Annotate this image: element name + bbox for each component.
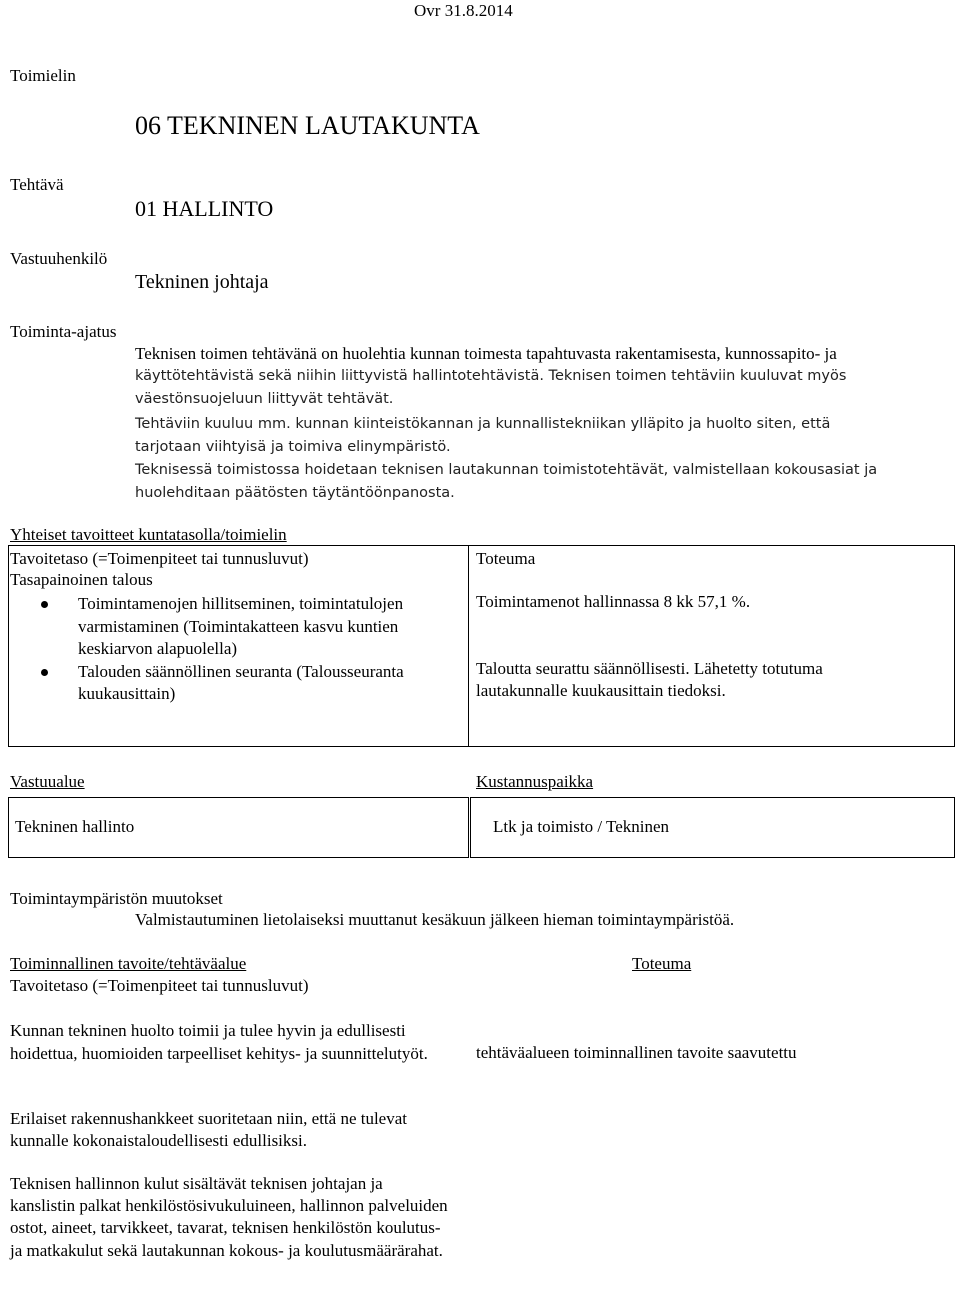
toiminnallinen-heading: Toiminnallinen tavoite/tehtäväalue [10, 954, 247, 973]
vastuuhenkilo-value: Tekninen johtaja [135, 271, 269, 293]
yhteiset-bullet-list [38, 593, 458, 706]
vastuualue-label: Vastuualue [10, 772, 85, 791]
toimielin-label: Toimielin [10, 66, 76, 85]
toiminta-ajatus-line: Teknisen toimen tehtävänä on huolehtia kunnan toimesta tapahtuvasta rakentamisesta, kunnossapito- ja [135, 344, 837, 363]
yhteiset-heading: Yhteiset tavoitteet kuntatasolla/toimielin [10, 525, 287, 544]
tehtava-value: 01 HALLINTO [135, 196, 274, 221]
toiminnallinen-sub: Tavoitetaso (=Toimenpiteet tai tunnusluvut) [10, 976, 309, 995]
toiminta-ajatus-line: Tehtäviin kuuluu mm. kunnan kiinteistökannan ja kunnallistekniikan ylläpito ja huolto siten, että [135, 416, 831, 432]
toiminnallinen-p3: Teknisen hallinnon kulut sisältävät teknisen johtajan ja kanslistin palkat henkilöstösivukuluineen, hallinnon palveluiden ostot, aineet, tarvikkeet, tavarat, teknisen henkilöstön koulutus- ja matkakulut sekä lautakunnan kokous- ja koulutusmäärärahat. [10, 1174, 448, 1260]
toiminnallinen-toteuma-heading: Toteuma [632, 954, 692, 973]
tehtava-label: Tehtävä [10, 175, 64, 194]
toiminnallinen-p2: Erilaiset rakennushankkeet suoritetaan niin, että ne tulevat kunnalle kokonaistaloudellisesti edullisiksi. [10, 1109, 407, 1150]
muutokset-heading: Toimintaympäristön muutokset [10, 889, 223, 908]
yhteiset-divider [468, 545, 469, 746]
vastuuhenkilo-label: Vastuuhenkilö [10, 249, 108, 268]
yhteiset-left-sub: Tasapainoinen talous [10, 570, 153, 589]
bullet-item: Toimintamenojen hillitseminen, toimintatulojen varmistaminen (Toimintakatteen kasvu kuntien keskiarvon alapuolella) [38, 593, 458, 661]
toimielin-value: 06 TEKNINEN LAUTAKUNTA [135, 111, 480, 140]
toiminta-ajatus-line: huolehditaan päätösten täytäntöönpanosta. [135, 485, 455, 501]
kustannuspaikka-value: Ltk ja toimisto / Tekninen [493, 817, 670, 836]
yhteiset-right-header: Toteuma [476, 549, 536, 568]
toiminnallinen-toteuma-text: tehtäväalueen toiminnallinen tavoite saavutettu [476, 1043, 797, 1062]
toiminta-ajatus-line: väestönsuojeluun liittyvät tehtävät. [135, 391, 394, 407]
vastuualue-value: Tekninen hallinto [15, 817, 135, 836]
bullet-item: Talouden säännöllinen seuranta (Talousseuranta kuukausittain) [38, 661, 458, 706]
toiminta-ajatus-line: käyttötehtävistä sekä niihin liittyvistä hallintotehtävistä. Teknisen toimen tehtäviin kuuluvat myös [135, 368, 847, 384]
yhteiset-left-header: Tavoitetaso (=Toimenpiteet tai tunnusluvut) [10, 549, 309, 568]
yhteiset-right-1: Toimintamenot hallinnassa 8 kk 57,1 %. [476, 592, 751, 611]
document-date: Ovr 31.8.2014 [414, 1, 513, 20]
muutokset-text: Valmistautuminen lietolaiseksi muuttanut kesäkuun jälkeen hieman toimintaympäristöä. [135, 910, 735, 929]
toiminta-ajatus-label: Toiminta-ajatus [10, 322, 117, 341]
yhteiset-right-2: Taloutta seurattu säännöllisesti. Lähetetty totutuma lautakunnalle kuukausittain tiedoksi. [476, 659, 823, 700]
toiminnallinen-p1: Kunnan tekninen huolto toimii ja tulee hyvin ja edullisesti hoidettua, huomioiden tarpeelliset kehitys- ja suunnittelutyöt. [10, 1021, 428, 1063]
toiminta-ajatus-line: tarjotaan viihtyisä ja toimiva elinympäristö. [135, 439, 451, 455]
kustannuspaikka-label: Kustannuspaikka [476, 772, 594, 791]
toiminta-ajatus-line: Teknisessä toimistossa hoidetaan teknisen lautakunnan toimistotehtävät, valmistellaan kokousasiat ja [135, 462, 878, 478]
toiminta-ajatus-text [135, 342, 950, 505]
